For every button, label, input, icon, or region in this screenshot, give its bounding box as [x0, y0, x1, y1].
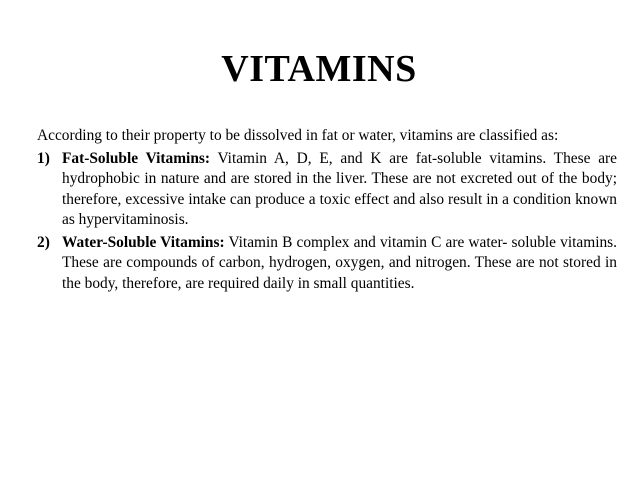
list-item-number: 2)	[37, 233, 50, 251]
intro-text: According to their property to be dissolved in fat or water, vitamins are classified as:	[37, 127, 559, 144]
list-item-heading: Fat-Soluble Vitamins:	[62, 149, 210, 167]
list-item-number: 1)	[37, 149, 50, 167]
slide-body	[37, 126, 617, 296]
list-item-fat-soluble	[37, 149, 617, 231]
list-item-text: Vitamin B complex and vitamin C are water- soluble vitamins. These are compounds of carbon, hydrogen, oxygen, and nitrogen. These are not stored in the body, therefore, are required daily in small quantities.	[62, 233, 617, 292]
list-item-heading: Water-Soluble Vitamins:	[62, 233, 225, 251]
list-item-water-soluble	[37, 233, 617, 295]
slide-title: VITAMINS	[221, 48, 417, 90]
list-item-text: Vitamin A, D, E, and K are fat-soluble vitamins. These are hydrophobic in nature and are stored in the liver. These are not excreted out of the body; therefore, excessive intake can produce a toxic effect and also result in a condition known as hypervitaminosis.	[62, 149, 617, 228]
